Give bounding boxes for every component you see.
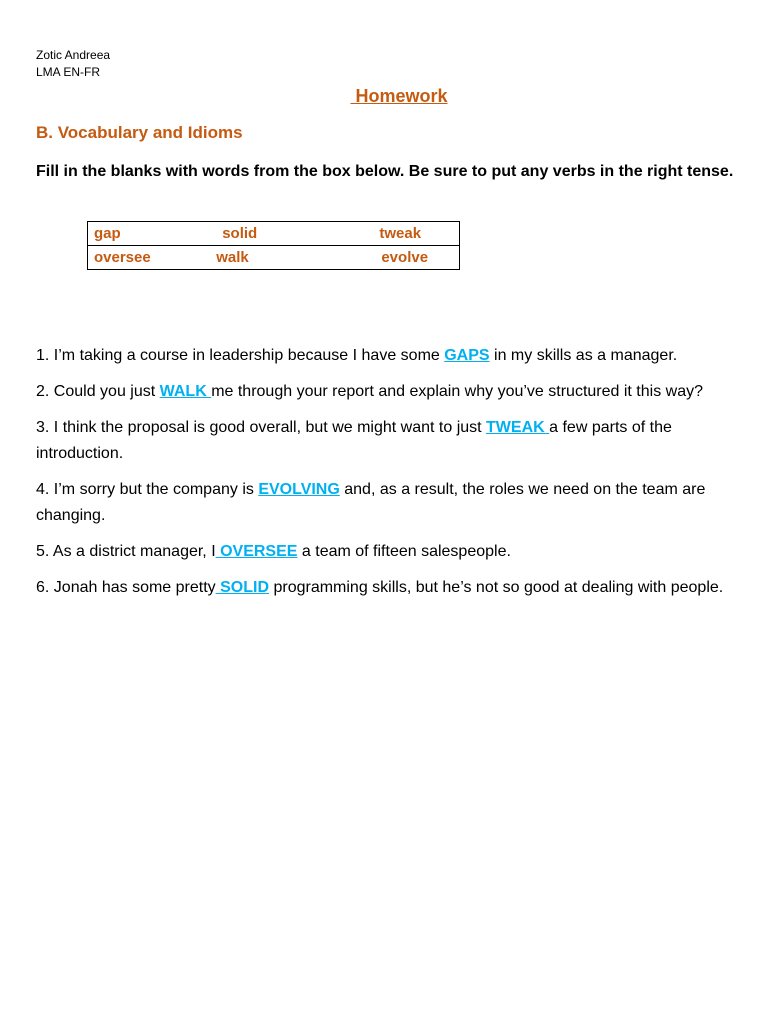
exercise-text-before: I’m sorry but the company is — [53, 481, 259, 498]
exercise-answer: GAPS — [444, 347, 490, 364]
exercise-number: 3. — [36, 419, 50, 436]
exercise-answer: OVERSEE — [215, 543, 298, 560]
section-heading: B. Vocabulary and Idioms — [36, 123, 243, 142]
word-box — [87, 221, 460, 270]
word-box-cell: gap — [88, 222, 201, 246]
word-box-cell: walk — [216, 249, 249, 266]
course-label: LMA EN-FR — [36, 65, 101, 79]
exercise-number: 2. — [36, 383, 50, 400]
exercise-item — [36, 343, 751, 369]
word-box-cell: solid — [200, 222, 373, 246]
exercise-text-before: Could you just — [53, 383, 160, 400]
page-title — [0, 86, 768, 107]
exercise-number: 6. — [36, 579, 50, 596]
exercise-item — [36, 379, 751, 405]
exercise-answer: SOLID — [215, 579, 270, 596]
page-title-text: Homework — [350, 86, 448, 106]
exercise-number: 4. — [36, 481, 50, 498]
exercise-text-after: a team of fifteen salespeople. — [297, 543, 511, 560]
exercise-answer: EVOLVING — [258, 481, 340, 498]
exercise-item — [36, 575, 751, 601]
exercise-item — [36, 477, 751, 529]
instructions: Fill in the blanks with words from the box below. Be sure to put any verbs in the right tense. — [36, 163, 734, 180]
word-box-cell: evolve — [381, 249, 429, 266]
exercise-list — [36, 343, 751, 611]
exercise-text-after: in my skills as a manager. — [489, 347, 678, 364]
exercise-text-after: me through your report and explain why you’ve structured it this way? — [211, 383, 703, 400]
exercise-text-before: I think the proposal is good overall, but we might want to just — [53, 419, 487, 436]
exercise-text-after: and, as a result, the roles we need on the team are changing. — [36, 481, 706, 524]
exercise-item — [36, 415, 751, 467]
exercise-item — [36, 539, 751, 565]
exercise-number: 1. — [36, 347, 50, 364]
exercise-text-after: a few parts of the introduction. — [36, 419, 672, 462]
exercise-answer: TWEAK — [486, 419, 550, 436]
word-box-cell: tweak — [373, 222, 459, 246]
exercise-answer: WALK — [159, 383, 212, 400]
exercise-text-before: Jonah has some pretty — [53, 579, 216, 596]
exercise-text-before: As a district manager, I — [52, 543, 216, 560]
word-box-cell: oversee — [94, 249, 151, 266]
word-box-row — [88, 222, 460, 246]
exercise-text-before: I’m taking a course in leadership because I have some — [53, 347, 445, 364]
word-box-row — [88, 246, 460, 270]
exercise-number: 5. — [36, 543, 50, 560]
author-block — [36, 47, 110, 81]
exercise-text-after: programming skills, but he’s not so good at dealing with people. — [269, 579, 724, 596]
author-name: Zotic Andreea — [36, 48, 111, 62]
